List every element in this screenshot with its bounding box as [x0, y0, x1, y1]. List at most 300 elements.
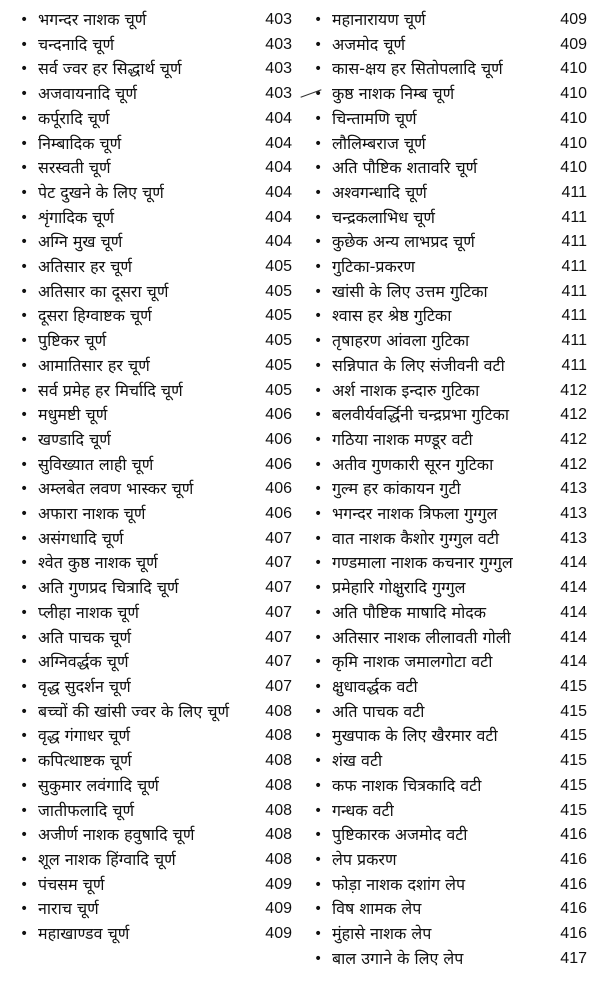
entry-title: मुखपाक के लिए खैरमार वटी [332, 726, 498, 746]
entry-title: अति गुणप्रद चित्रादि चूर्ण [38, 578, 179, 598]
toc-entry [20, 576, 292, 601]
page-number: 414 [560, 628, 587, 646]
page-number: 409 [560, 11, 587, 28]
bullet-icon: • [20, 431, 29, 448]
toc-entry [314, 749, 587, 774]
entry-title: अजवायनादि चूर्ण [38, 84, 137, 104]
bullet-icon: • [314, 333, 323, 350]
toc-entry [314, 230, 587, 255]
page-number: 406 [265, 455, 292, 473]
entry-title: कृमि नाशक जमालगोटा वटी [332, 652, 493, 672]
page-number: 411 [561, 332, 587, 350]
entry-title: फोड़ा नाशक दशांग लेप [332, 874, 466, 894]
entry-title: वृद्ध सुदर्शन चूर्ण [38, 676, 131, 696]
toc-entry [20, 551, 292, 576]
entry-title: गुल्म हर कांकायन गुटी [332, 479, 461, 499]
bullet-icon: • [314, 234, 323, 251]
entry-title: तृषाहरण आंवला गुटिका [332, 331, 470, 351]
page-number: 407 [265, 529, 292, 547]
page-number: 406 [265, 406, 292, 424]
entry-title: अग्निवर्द्धक चूर्ण [38, 652, 129, 672]
bullet-icon: • [314, 259, 323, 276]
entry-title: गण्डमाला नाशक कचनार गुग्गुल [332, 553, 513, 573]
page-number: 405 [265, 381, 292, 399]
bullet-icon: • [20, 382, 29, 399]
toc-entry [20, 428, 292, 453]
bullet-icon: • [20, 481, 29, 498]
page-number: 415 [560, 702, 587, 720]
toc-entry [20, 230, 292, 255]
bullet-icon: • [314, 629, 323, 646]
entry-title: चिन्तामणि चूर्ण [332, 108, 417, 128]
bullet-icon: • [314, 703, 323, 720]
entry-title: सन्निपात के लिए संजीवनी वटी [332, 355, 505, 375]
toc-entry [314, 329, 587, 354]
page-number: 410 [560, 109, 587, 127]
toc-entry [20, 626, 292, 651]
entry-title: वृद्ध गंगाधर चूर्ण [38, 726, 131, 746]
bullet-icon: • [314, 407, 323, 424]
toc-entry [314, 675, 587, 700]
toc-entry [20, 132, 292, 157]
entry-title: अफारा नाशक चूर्ण [38, 504, 146, 524]
page-number: 407 [265, 677, 292, 695]
bullet-icon: • [314, 135, 323, 152]
page-number: 406 [265, 480, 292, 498]
page-number: 408 [265, 801, 292, 819]
toc-entry [314, 922, 587, 947]
bullet-icon: • [314, 604, 323, 621]
toc-entry [20, 379, 292, 404]
page-number: 411 [561, 208, 587, 226]
bullet-icon: • [314, 876, 323, 893]
page-number: 403 [265, 85, 292, 103]
bullet-icon: • [314, 110, 323, 127]
entry-title: अजीर्ण नाशक हवुषादि चूर्ण [38, 825, 195, 845]
bullet-icon: • [20, 160, 29, 177]
bullet-icon: • [314, 481, 323, 498]
page-number: 413 [560, 529, 587, 547]
bullet-icon: • [314, 851, 323, 868]
toc-entry [314, 650, 587, 675]
page-number: 414 [560, 579, 587, 597]
bullet-icon: • [20, 926, 29, 943]
toc-entry [20, 181, 292, 206]
entry-title: कुष्ठ नाशक निम्ब चूर्ण [332, 84, 455, 104]
bullet-icon: • [314, 926, 323, 943]
toc-entry [20, 749, 292, 774]
toc-entry [20, 57, 292, 82]
bullet-icon: • [20, 407, 29, 424]
toc-entry [314, 304, 587, 329]
page-number: 414 [560, 603, 587, 621]
entry-title: गन्धक वटी [332, 800, 394, 820]
toc-entry [314, 107, 587, 132]
page-number: 416 [560, 826, 587, 844]
bullet-icon: • [314, 901, 323, 918]
page-number: 404 [265, 183, 292, 201]
page-number: 412 [560, 430, 587, 448]
page-number: 404 [265, 208, 292, 226]
entry-title: पंचसम चूर्ण [38, 874, 105, 894]
toc-entry [314, 626, 587, 651]
page-number: 414 [560, 554, 587, 572]
entry-title: खण्डादि चूर्ण [38, 429, 111, 449]
toc-entry [20, 304, 292, 329]
entry-title: अजमोद चूर्ण [332, 34, 406, 54]
toc-entry [314, 33, 587, 58]
toc-entry [314, 724, 587, 749]
bullet-icon: • [20, 357, 29, 374]
toc-entry [20, 156, 292, 181]
page-number: 409 [265, 900, 292, 918]
page-number: 412 [560, 381, 587, 399]
toc-entry [314, 453, 587, 478]
bullet-icon: • [314, 357, 323, 374]
page-number: 404 [265, 134, 292, 152]
entry-title: खांसी के लिए उत्तम गुटिका [332, 281, 488, 301]
entry-title: अग्नि मुख चूर्ण [38, 232, 123, 252]
entry-title: आमातिसार हर चूर्ण [38, 355, 150, 375]
bullet-icon: • [314, 160, 323, 177]
bullet-icon: • [20, 802, 29, 819]
toc-right-column [314, 8, 587, 971]
toc-entry [20, 873, 292, 898]
entry-title: अतिसार का दूसरा चूर्ण [38, 281, 169, 301]
entry-title: अति पौष्टिक शतावरि चूर्ण [332, 158, 478, 178]
toc-entry [20, 82, 292, 107]
entry-title: गठिया नाशक मण्डूर वटी [332, 429, 473, 449]
toc-entry [20, 107, 292, 132]
page-number: 407 [265, 603, 292, 621]
entry-title: पुष्टिकर चूर्ण [38, 331, 107, 351]
page-number: 410 [560, 159, 587, 177]
page-number: 411 [561, 258, 587, 276]
bullet-icon: • [314, 209, 323, 226]
toc-entry [314, 551, 587, 576]
bullet-icon: • [20, 506, 29, 523]
toc-entry [314, 181, 587, 206]
entry-title: सुकुमार लवंगादि चूर्ण [38, 775, 159, 795]
entry-title: कास-क्षय हर सितोपलादि चूर्ण [332, 59, 503, 79]
entry-title: दूसरा हिग्वाष्टक चूर्ण [38, 306, 152, 326]
entry-title: जातीफलादि चूर्ण [38, 800, 135, 820]
page-number: 409 [265, 875, 292, 893]
page-number: 417 [560, 949, 587, 967]
toc-entry [314, 82, 587, 107]
entry-title: कर्पूरादि चूर्ण [38, 108, 110, 128]
toc-entry [314, 897, 587, 922]
entry-title: भगन्दर नाशक त्रिफला गुग्गुल [332, 504, 498, 524]
entry-title: बलवीर्यवर्द्धिनी चन्द्रप्रभा गुटिका [332, 405, 510, 425]
bullet-icon: • [314, 950, 323, 967]
page-number: 415 [560, 801, 587, 819]
entry-title: गुटिका-प्रकरण [332, 257, 415, 277]
entry-title: शूल नाशक हिंग्वादि चूर्ण [38, 849, 176, 869]
bullet-icon: • [20, 36, 29, 53]
bullet-icon: • [20, 308, 29, 325]
bullet-icon: • [20, 580, 29, 597]
page-number: 405 [265, 307, 292, 325]
toc-entry [314, 403, 587, 428]
page-number: 411 [561, 282, 587, 300]
entry-title: सरस्वती चूर्ण [38, 158, 111, 178]
entry-title: कफ नाशक चित्रकादि वटी [332, 775, 482, 795]
bullet-icon: • [314, 530, 323, 547]
entry-title: बाल उगाने के लिए लेप [332, 948, 464, 968]
entry-title: लेप प्रकरण [332, 849, 397, 869]
page-number: 411 [561, 233, 587, 251]
toc-entry [314, 255, 587, 280]
toc-entry [314, 576, 587, 601]
bullet-icon: • [314, 654, 323, 671]
entry-title: विष शामक लेप [332, 899, 422, 919]
entry-title: लौलिम्बराज चूर्ण [332, 133, 426, 153]
page-number: 408 [265, 826, 292, 844]
toc-entry [314, 132, 587, 157]
page-number: 406 [265, 505, 292, 523]
page-number: 413 [560, 480, 587, 498]
toc-entry [20, 8, 292, 33]
toc-entry [20, 724, 292, 749]
toc-entry [20, 527, 292, 552]
toc-entry [314, 700, 587, 725]
bullet-icon: • [314, 12, 323, 28]
toc-entry [314, 428, 587, 453]
page-number: 415 [560, 727, 587, 745]
page-number: 403 [265, 35, 292, 53]
toc-entry [20, 774, 292, 799]
bullet-icon: • [20, 61, 29, 78]
entry-title: सर्व ज्वर हर सिद्धार्थ चूर्ण [38, 59, 182, 79]
bullet-icon: • [20, 728, 29, 745]
page-number: 412 [560, 406, 587, 424]
toc-entry [314, 379, 587, 404]
toc-entry [314, 947, 587, 972]
page-number: 415 [560, 677, 587, 695]
page-number: 408 [265, 752, 292, 770]
page-number: 407 [265, 653, 292, 671]
page-number: 411 [561, 183, 587, 201]
toc-entry [314, 774, 587, 799]
bullet-icon: • [314, 86, 323, 103]
toc-entry [314, 156, 587, 181]
toc-entry [314, 601, 587, 626]
bullet-icon: • [314, 506, 323, 523]
toc-entry [20, 403, 292, 428]
page-number: 408 [265, 727, 292, 745]
bullet-icon: • [20, 12, 29, 28]
bullet-icon: • [20, 135, 29, 152]
bullet-icon: • [314, 431, 323, 448]
toc-entry [20, 477, 292, 502]
page-number: 413 [560, 505, 587, 523]
bullet-icon: • [20, 234, 29, 251]
bullet-icon: • [20, 901, 29, 918]
bullet-icon: • [314, 580, 323, 597]
page-number: 416 [560, 925, 587, 943]
entry-title: अति पाचक चूर्ण [38, 627, 132, 647]
page-number: 409 [560, 35, 587, 53]
entry-title: चन्दनादि चूर्ण [38, 34, 115, 54]
bullet-icon: • [20, 827, 29, 844]
bullet-icon: • [20, 456, 29, 473]
bullet-icon: • [314, 802, 323, 819]
toc-entry [20, 700, 292, 725]
bullet-icon: • [314, 728, 323, 745]
toc-entry [20, 280, 292, 305]
entry-title: अतिसार हर चूर्ण [38, 257, 132, 277]
entry-title: अतीव गुणकारी सूरन गुटिका [332, 454, 494, 474]
bullet-icon: • [20, 530, 29, 547]
page-number: 407 [265, 579, 292, 597]
entry-title: अति पौष्टिक माषादि मोदक [332, 602, 486, 622]
bullet-icon: • [20, 110, 29, 127]
toc-left-column [20, 8, 292, 947]
toc-entry [314, 823, 587, 848]
entry-title: क्षुधावर्द्धक वटी [332, 676, 418, 696]
toc-entry [20, 848, 292, 873]
bullet-icon: • [20, 604, 29, 621]
entry-title: कपित्थाष्टक चूर्ण [38, 751, 132, 771]
page-number: 404 [265, 109, 292, 127]
entry-title: मधुमष्टी चूर्ण [38, 405, 108, 425]
toc-entry [314, 799, 587, 824]
toc-entry [314, 354, 587, 379]
entry-title: प्रमेहारि गोक्षुरादि गुग्गुल [332, 578, 466, 598]
entry-title: सर्व प्रमेह हर मिर्चादि चूर्ण [38, 380, 183, 400]
entry-title: श्वेत कुष्ठ नाशक चूर्ण [38, 553, 158, 573]
bullet-icon: • [314, 777, 323, 794]
page-number: 415 [560, 776, 587, 794]
bullet-icon: • [20, 703, 29, 720]
entry-title: अश्वगन्धादि चूर्ण [332, 182, 427, 202]
bullet-icon: • [20, 333, 29, 350]
bullet-icon: • [314, 456, 323, 473]
entry-title: असंगधादि चूर्ण [38, 528, 124, 548]
entry-title: शृंगादिक चूर्ण [38, 207, 115, 227]
entry-title: चन्द्रकलाभिध चूर्ण [332, 207, 435, 227]
bullet-icon: • [20, 777, 29, 794]
page-number: 412 [560, 455, 587, 473]
entry-title: अम्लबेत लवण भास्कर चूर्ण [38, 479, 194, 499]
page-number: 410 [560, 134, 587, 152]
entry-title: श्वास हर श्रेष्ठ गुटिका [332, 306, 452, 326]
bullet-icon: • [20, 629, 29, 646]
toc-entry [20, 823, 292, 848]
bullet-icon: • [20, 283, 29, 300]
entry-title: निम्बादिक चूर्ण [38, 133, 122, 153]
bullet-icon: • [314, 753, 323, 770]
bullet-icon: • [20, 259, 29, 276]
entry-title: पेट दुखने के लिए चूर्ण [38, 182, 164, 202]
entry-title: कुछेक अन्य लाभप्रद चूर्ण [332, 232, 475, 252]
bullet-icon: • [20, 184, 29, 201]
page-number: 405 [265, 332, 292, 350]
entry-title: प्लीहा नाशक चूर्ण [38, 602, 139, 622]
toc-entry [20, 675, 292, 700]
entry-title: अति पाचक वटी [332, 701, 425, 721]
toc-entry [20, 33, 292, 58]
bullet-icon: • [314, 382, 323, 399]
bullet-icon: • [20, 654, 29, 671]
page-number: 409 [265, 925, 292, 943]
page-number: 410 [560, 60, 587, 78]
bullet-icon: • [20, 876, 29, 893]
page-number: 416 [560, 875, 587, 893]
toc-entry [314, 527, 587, 552]
page-number: 407 [265, 554, 292, 572]
bullet-icon: • [20, 555, 29, 572]
entry-title: महानारायण चूर्ण [332, 10, 426, 29]
toc-entry [20, 354, 292, 379]
page-number: 405 [265, 258, 292, 276]
toc-entry [20, 502, 292, 527]
bullet-icon: • [314, 36, 323, 53]
page-number: 411 [561, 356, 587, 374]
page-number: 404 [265, 233, 292, 251]
entry-title: नाराच चूर्ण [38, 899, 99, 919]
toc-entry [20, 453, 292, 478]
bullet-icon: • [314, 61, 323, 78]
toc-entry [20, 206, 292, 231]
toc-entry [314, 873, 587, 898]
toc-entry [314, 57, 587, 82]
entry-title: पुष्टिकारक अजमोद वटी [332, 825, 468, 845]
toc-entry [314, 8, 587, 33]
toc-entry [20, 897, 292, 922]
page-number: 415 [560, 752, 587, 770]
entry-title: मुंहासे नाशक लेप [332, 924, 432, 944]
page-number: 411 [561, 307, 587, 325]
toc-entry [314, 477, 587, 502]
toc-entry [314, 206, 587, 231]
page-number: 410 [560, 85, 587, 103]
bullet-icon: • [314, 827, 323, 844]
page-number: 404 [265, 159, 292, 177]
toc-entry [20, 329, 292, 354]
page-number: 405 [265, 282, 292, 300]
bullet-icon: • [314, 308, 323, 325]
bullet-icon: • [314, 678, 323, 695]
entry-title: अतिसार नाशक लीलावती गोली [332, 627, 511, 647]
page-number: 408 [265, 702, 292, 720]
page-number: 407 [265, 628, 292, 646]
entry-title: अर्श नाशक इन्दारु गुटिका [332, 380, 480, 400]
toc-entry [314, 280, 587, 305]
toc-entry [20, 799, 292, 824]
bullet-icon: • [20, 753, 29, 770]
page-number: 405 [265, 356, 292, 374]
entry-title: भगन्दर नाशक चूर्ण [38, 10, 147, 29]
bullet-icon: • [314, 184, 323, 201]
entry-title: वात नाशक कैशोर गुग्गुल वटी [332, 528, 500, 548]
page-number: 406 [265, 430, 292, 448]
page-number: 403 [265, 60, 292, 78]
entry-title: बच्चों की खांसी ज्वर के लिए चूर्ण [38, 701, 230, 721]
page-number: 414 [560, 653, 587, 671]
toc-entry [20, 601, 292, 626]
page-number: 408 [265, 850, 292, 868]
bullet-icon: • [314, 283, 323, 300]
bullet-icon: • [20, 86, 29, 103]
toc-entry [314, 502, 587, 527]
entry-title: शंख वटी [332, 751, 383, 771]
toc-entry [314, 848, 587, 873]
page-number: 416 [560, 850, 587, 868]
page-number: 403 [265, 11, 292, 28]
entry-title: महाखाण्डव चूर्ण [38, 924, 130, 944]
